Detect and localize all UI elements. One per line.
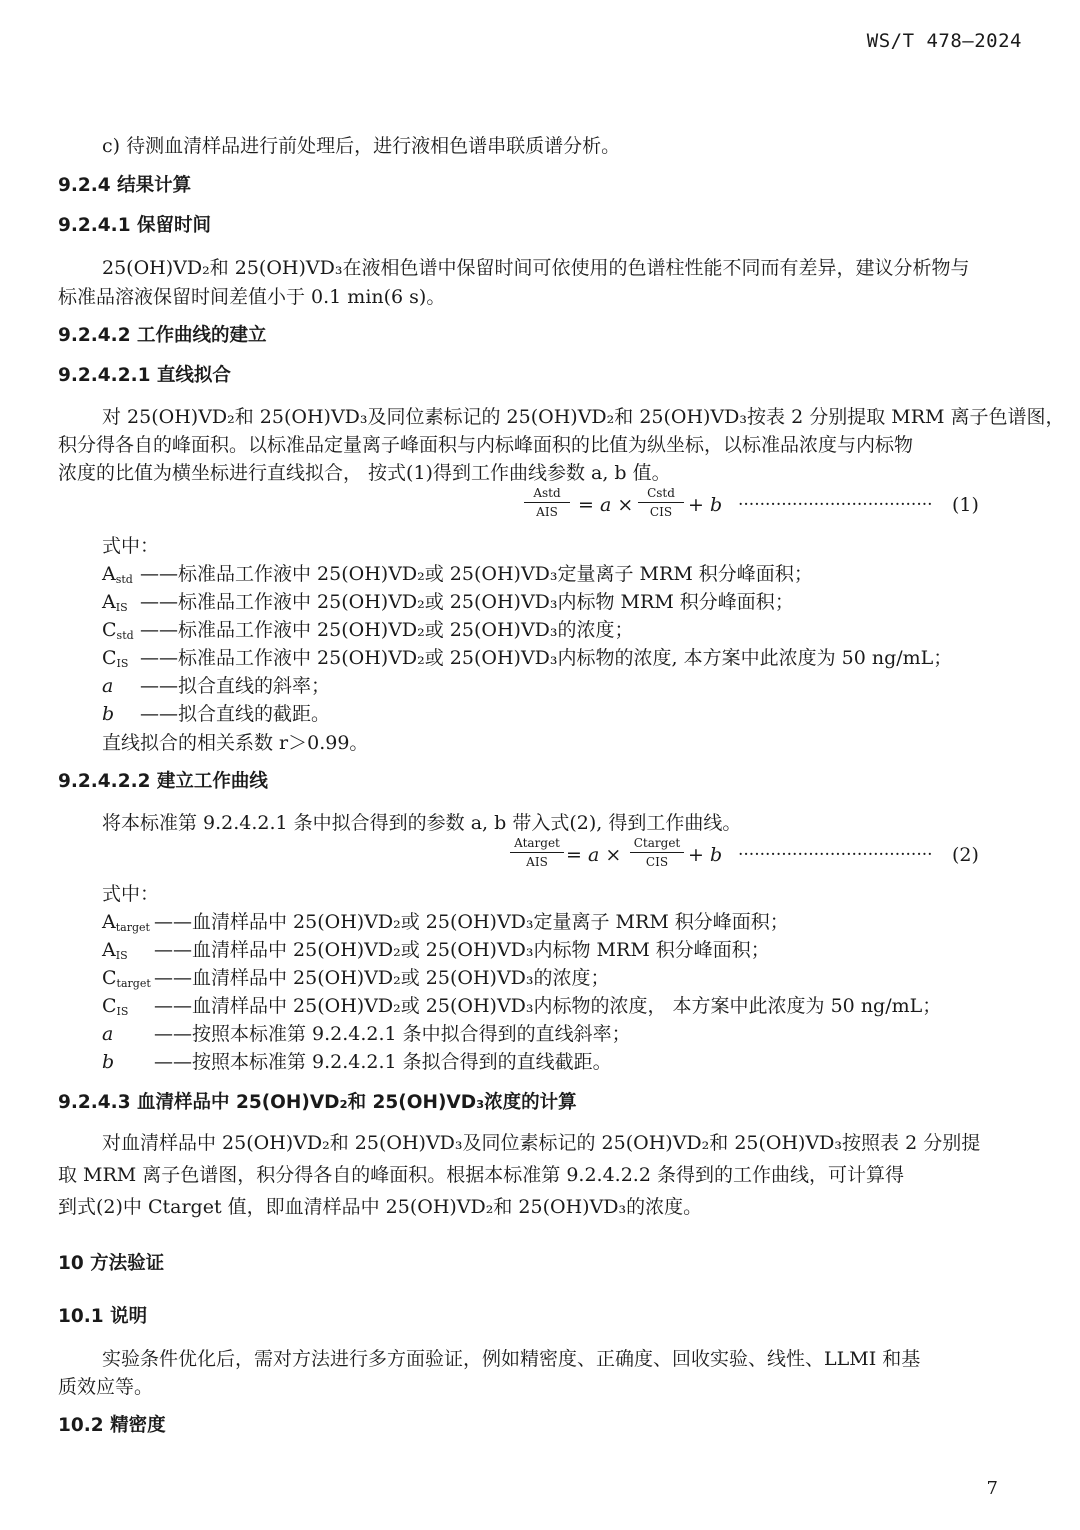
dot-leader: .................................... (738, 840, 933, 860)
definition-text: ——标准品工作液中 25(OH)VD₂或 25(OH)VD₃内标物的浓度, 本方案中此浓度为 50 ng/mL； (140, 647, 953, 669)
numerator: Ctarget (633, 836, 681, 850)
paragraph-line: 25(OH)VD₂和 25(OH)VD₃在液相色谱中保留时间可依使用的色谱柱性能不同而有差异，建议分析物与 (102, 257, 970, 279)
paragraph-line: 对 25(OH)VD₂和 25(OH)VD₃及同位素标记的 25(OH)VD₂和 25(OH)VD₃按表 2 分别提取 MRM 离子色谱图， (102, 406, 1065, 428)
heading-9-2-4-2-1: 9.2.4.2.1 直线拟合 (58, 365, 231, 386)
paragraph-line: 积分得各自的峰面积。以标准品定量离子峰面积与内标峰面积的比值为纵坐标，以标准品浓度与内标物 (58, 434, 914, 456)
equation-number: (1) (952, 494, 979, 516)
definition-symbol (102, 589, 140, 615)
definition-text: ——血清样品中 25(OH)VD₂或 25(OH)VD₃内标物的浓度， 本方案中此浓度为 50 ng/mL； (154, 995, 942, 1017)
definition-symbol (102, 617, 140, 643)
symbol-main: a (102, 675, 114, 697)
definition-text: ——血清样品中 25(OH)VD₂或 25(OH)VD₃的浓度； (154, 967, 610, 989)
definition-symbol (102, 1049, 154, 1075)
fraction-rhs (630, 836, 684, 869)
symbol-subscript: std (116, 629, 134, 642)
definition-text: ——拟合直线的斜率； (140, 675, 331, 697)
paragraph-line: 取 MRM 离子色谱图，积分得各自的峰面积。根据本标准第 9.2.4.2.2 条得到的工作曲线，可计算得 (58, 1164, 904, 1186)
denominator: AIS (526, 855, 548, 869)
equation-number: (2) (952, 844, 979, 866)
formula-1 (524, 486, 994, 526)
fraction-lhs (510, 836, 564, 869)
symbol-main: C (102, 619, 117, 641)
definition-item (102, 1049, 612, 1075)
heading-9-2-4-3: 9.2.4.3 血清样品中 25(OH)VD₂和 25(OH)VD₃浓度的计算 (58, 1092, 577, 1113)
definition-text: ——标准品工作液中 25(OH)VD₂或 25(OH)VD₃的浓度； (140, 619, 634, 641)
heading-9-2-4: 9.2.4 结果计算 (58, 175, 192, 196)
symbol-subscript: IS (115, 949, 128, 962)
definition-text: ——标准品工作液中 25(OH)VD₂或 25(OH)VD₃内标物 MRM 积分峰面积； (140, 591, 794, 613)
definition-item (102, 1021, 631, 1047)
paragraph-line: 实验条件优化后，需对方法进行多方面验证，例如精密度、正确度、回收实验、线性、LLMI 和基 (102, 1348, 921, 1370)
definition-text: ——标准品工作液中 25(OH)VD₂或 25(OH)VD₃定量离子 MRM 积分峰面积； (140, 563, 813, 585)
heading-10: 10 方法验证 (58, 1253, 165, 1274)
operator: = a × (578, 494, 634, 516)
list-item-c: c) 待测血清样品进行前处理后，进行液相色谱串联质谱分析。 (102, 135, 621, 157)
symbol-main: b (102, 703, 115, 725)
symbol-main: A (102, 911, 116, 933)
correlation-note: 直线拟合的相关系数 r＞0.99。 (102, 732, 369, 754)
symbol-main: C (102, 647, 117, 669)
fraction-lhs (524, 486, 570, 519)
definition-text: ——拟合直线的截距。 (140, 703, 331, 725)
definition-symbol (102, 1021, 154, 1047)
symbol-main: C (102, 995, 117, 1017)
definition-symbol (102, 701, 140, 727)
definition-symbol (102, 937, 154, 963)
definition-item (102, 937, 770, 963)
numerator: Cstd (647, 486, 675, 500)
denominator: CIS (645, 855, 669, 869)
definition-item (102, 909, 789, 935)
definition-symbol (102, 965, 154, 991)
definition-item (102, 645, 952, 671)
definition-text: ——血清样品中 25(OH)VD₂或 25(OH)VD₃定量离子 MRM 积分峰面积； (154, 911, 789, 933)
symbol-main: C (102, 967, 117, 989)
numerator: Astd (533, 486, 561, 500)
definition-item (102, 617, 634, 643)
definition-item (102, 965, 610, 991)
paragraph-line: 浓度的比值为横坐标进行直线拟合， 按式(1)得到工作曲线参数 a, b 值。 (58, 462, 671, 484)
definition-item (102, 673, 330, 699)
definition-text: ——按照本标准第 9.2.4.2.1 条拟合得到的直线截距。 (154, 1051, 612, 1073)
symbol-main: b (102, 1051, 115, 1073)
where-label: 式中： (102, 883, 160, 905)
symbol-subscript: IS (115, 601, 128, 614)
symbol-subscript: target (115, 921, 150, 934)
definition-text: ——按照本标准第 9.2.4.2.1 条中拟合得到的直线斜率； (154, 1023, 631, 1045)
paragraph-line: 将本标准第 9.2.4.2.1 条中拟合得到的参数 a, b 带入式(2), 得到工作曲线。 (102, 812, 742, 834)
symbol-main: a (102, 1023, 114, 1045)
denominator: CIS (649, 505, 673, 519)
definition-item (102, 589, 794, 615)
definition-symbol (102, 909, 154, 935)
definition-item (102, 701, 330, 727)
symbol-main: A (102, 591, 116, 613)
constant-term: + b (688, 494, 723, 516)
heading-9-2-4-2-2: 9.2.4.2.2 建立工作曲线 (58, 771, 268, 792)
definition-item (102, 993, 941, 1019)
definition-text: ——血清样品中 25(OH)VD₂或 25(OH)VD₃内标物 MRM 积分峰面积； (154, 939, 770, 961)
symbol-subscript: std (115, 573, 133, 586)
numerator: Atarget (514, 836, 560, 850)
symbol-subscript: IS (116, 1005, 129, 1018)
symbol-subscript: IS (116, 657, 129, 670)
paragraph-line: 到式(2)中 Ctarget 值，即血清样品中 25(OH)VD₂和 25(OH)VD₃的浓度。 (58, 1196, 703, 1218)
paragraph-line: 对血清样品中 25(OH)VD₂和 25(OH)VD₃及同位素标记的 25(OH)VD₂和 25(OH)VD₃按照表 2 分别提 (102, 1132, 981, 1154)
denominator: AIS (536, 505, 558, 519)
heading-9-2-4-2: 9.2.4.2 工作曲线的建立 (58, 325, 267, 346)
definition-symbol (102, 645, 140, 671)
formula-2 (510, 836, 994, 876)
operator: = a × (566, 844, 622, 866)
definition-symbol (102, 673, 140, 699)
where-label: 式中： (102, 535, 160, 557)
symbol-main: A (102, 563, 116, 585)
heading-10-1: 10.1 说明 (58, 1306, 148, 1327)
paragraph-line: 质效应等。 (58, 1376, 154, 1398)
heading-10-2: 10.2 精密度 (58, 1415, 166, 1436)
dot-leader: .................................... (738, 490, 933, 510)
symbol-main: A (102, 939, 116, 961)
constant-term: + b (688, 844, 723, 866)
fraction-rhs (638, 486, 684, 519)
definition-symbol (102, 993, 154, 1019)
symbol-subscript: target (116, 977, 151, 990)
paragraph-line: 标准品溶液保留时间差值小于 0.1 min(6 s)。 (58, 286, 446, 308)
definition-symbol (102, 561, 140, 587)
standard-number: WS/T 478—2024 (866, 30, 1022, 52)
heading-9-2-4-1: 9.2.4.1 保留时间 (58, 215, 212, 236)
definition-item (102, 561, 813, 587)
page-number: 7 (986, 1478, 998, 1499)
